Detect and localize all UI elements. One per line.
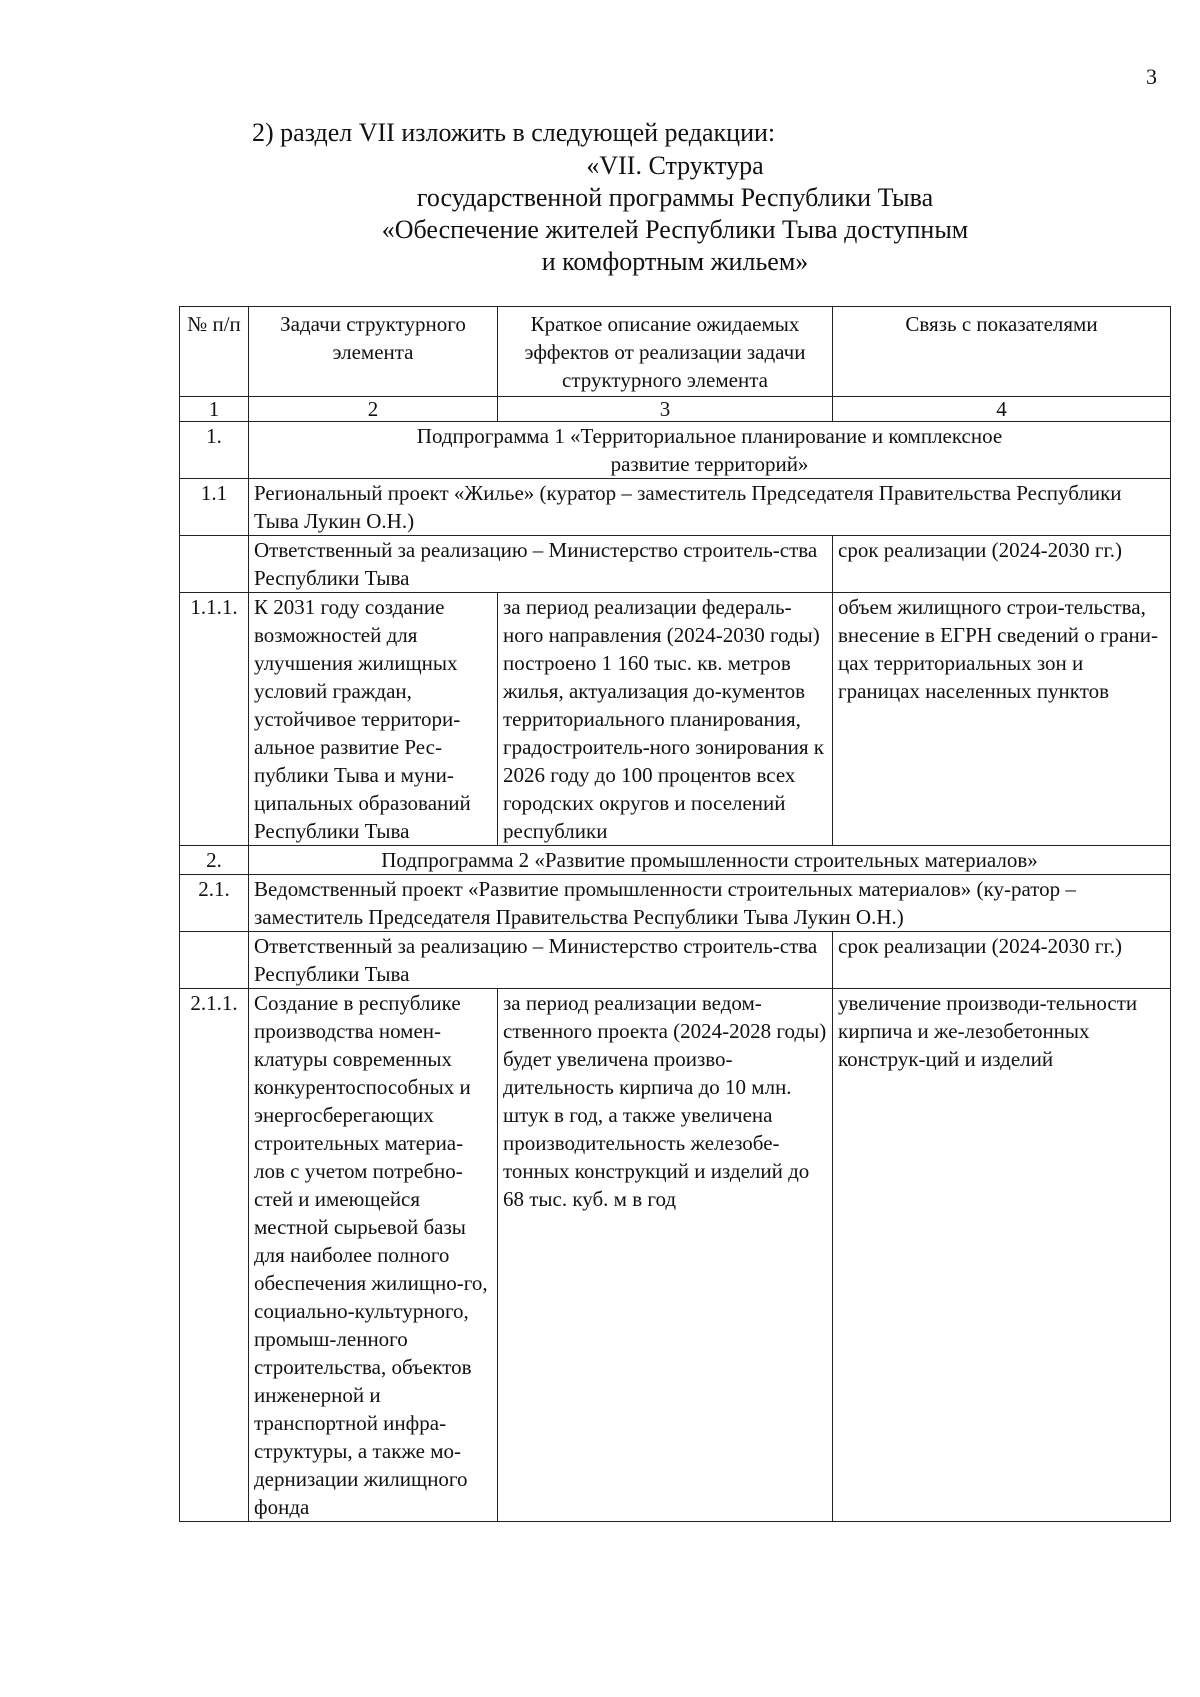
title-line-4: и комфортным жильем» bbox=[541, 247, 809, 276]
title-line-1: «VII. Структура bbox=[586, 151, 764, 180]
subprogram-2-number: 2. bbox=[180, 846, 249, 875]
project-2-1-text: Ведомственный проект «Развитие промышленности строительных материалов» (ку-ратор – заместитель Председателя Правительства Республики Тыва Лукин О.Н.) bbox=[249, 875, 1171, 932]
responsible-1-1-term: срок реализации (2024-2030 гг.) bbox=[833, 536, 1171, 593]
task-1-1-1-task: К 2031 году создание возможностей для улучшения жилищных условий граждан, устойчивое территори-альное развитие Рес-публики Тыва и муни-ципальных образований Республики Тыва bbox=[249, 593, 498, 846]
section-title bbox=[180, 150, 1170, 278]
project-1-1-text: Региональный проект «Жилье» (куратор – заместитель Председателя Правительства Республики Тыва Лукин О.Н.) bbox=[249, 479, 1171, 536]
project-1-1-row bbox=[180, 479, 1171, 536]
responsible-2-1-term: срок реализации (2024-2030 гг.) bbox=[833, 932, 1171, 989]
header-indicators: Связь с показателями bbox=[833, 307, 1171, 397]
project-1-1-number: 1.1 bbox=[180, 479, 249, 536]
header-row bbox=[180, 307, 1171, 397]
title-line-3: «Обеспечение жителей Республики Тыва доступным bbox=[381, 215, 969, 244]
project-2-1-row bbox=[180, 875, 1171, 932]
structure-table bbox=[179, 306, 1171, 1522]
responsible-1-1-text: Ответственный за реализацию – Министерство строитель-ства Республики Тыва bbox=[249, 536, 833, 593]
page-number: 3 bbox=[1146, 64, 1157, 89]
title-line-2: государственной программы Республики Тыва bbox=[416, 183, 934, 212]
task-1-1-1-effect: за период реализации федераль-ного направления (2024-2030 годы) построено 1 160 тыс. кв. метров жилья, актуализация до-кументов территориального планирования, градостроитель-ного зонирования к 2026 году до 100 процентов всех городских округов и поселений республики bbox=[498, 593, 833, 846]
task-2-1-1-number: 2.1.1. bbox=[180, 989, 249, 1522]
task-2-1-1-row bbox=[180, 989, 1171, 1522]
task-1-1-1-number: 1.1.1. bbox=[180, 593, 249, 846]
header-no: № п/п bbox=[180, 307, 249, 397]
responsible-2-1-text: Ответственный за реализацию – Министерство строитель-ства Республики Тыва bbox=[249, 932, 833, 989]
task-1-1-1-indicator: объем жилищного строи-тельства, внесение в ЕГРН сведений о грани-цах территориальных зон и границах населенных пунктов bbox=[833, 593, 1171, 846]
subprogram-1-row bbox=[180, 422, 1171, 479]
col-number-2: 2 bbox=[249, 397, 498, 422]
column-number-row bbox=[180, 397, 1171, 422]
subprogram-1-number: 1. bbox=[180, 422, 249, 479]
project-2-1-number: 2.1. bbox=[180, 875, 249, 932]
subprogram-2-row bbox=[180, 846, 1171, 875]
task-2-1-1-task: Создание в республике производства номен-клатуры современных конкурентоспособных и энергосберегающих строительных материа-лов с учетом потребно-стей и имеющейся местной сырьевой базы для наиболее полного обеспечения жилищно-го, социально-культурного, промыш-ленного строительства, объектов инженерной и транспортной инфра-структуры, а также мо-дернизации жилищного фонда bbox=[249, 989, 498, 1522]
col-number-1: 1 bbox=[180, 397, 249, 422]
task-2-1-1-effect: за период реализации ведом-ственного проекта (2024-2028 годы) будет увеличена произво-дительность кирпича до 10 млн. штук в год, а также увеличена производительность железобе-тонных конструкций и изделий до 68 тыс. куб. м в год bbox=[498, 989, 833, 1522]
col-number-3: 3 bbox=[498, 397, 833, 422]
responsible-1-1-empty bbox=[180, 536, 249, 593]
header-tasks: Задачи структурного элемента bbox=[249, 307, 498, 397]
header-effects: Краткое описание ожидаемых эффектов от реализации задачи структурного элемента bbox=[498, 307, 833, 397]
subprogram-2-title: Подпрограмма 2 «Развитие промышленности строительных материалов» bbox=[249, 846, 1171, 875]
task-1-1-1-row bbox=[180, 593, 1171, 846]
responsible-2-1-row bbox=[180, 932, 1171, 989]
responsible-1-1-row bbox=[180, 536, 1171, 593]
subprogram-1-title: Подпрограмма 1 «Территориальное планирование и комплексное развитие территорий» bbox=[249, 422, 1171, 479]
task-2-1-1-indicator: увеличение производи-тельности кирпича и же-лезобетонных конструк-ций и изделий bbox=[833, 989, 1171, 1522]
col-number-4: 4 bbox=[833, 397, 1171, 422]
responsible-2-1-empty bbox=[180, 932, 249, 989]
intro-line: 2) раздел VII изложить в следующей редакции: bbox=[252, 118, 776, 147]
